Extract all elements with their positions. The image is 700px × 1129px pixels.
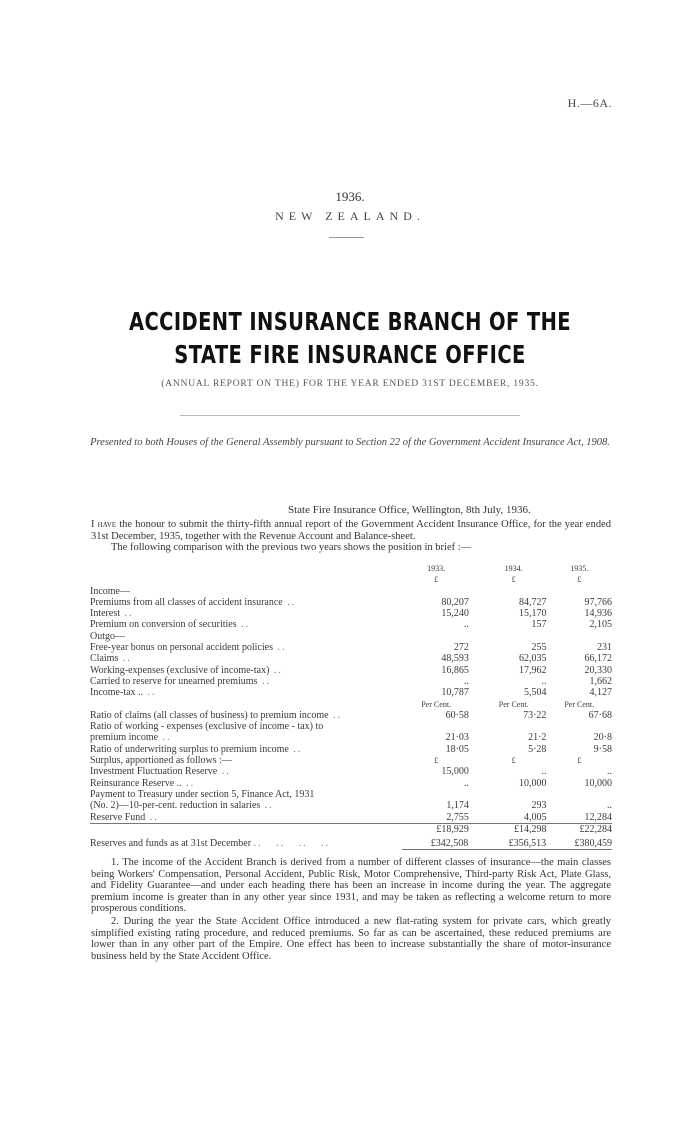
leader-dots: .. (120, 608, 134, 620)
row-value: 231 (597, 642, 612, 654)
row-value (546, 631, 612, 642)
leader-dots: .. (328, 709, 343, 721)
comparison-line: The following comparison with the previous two years shows the position in brief :— (111, 542, 472, 553)
row-value: 272 (453, 642, 469, 654)
reserves-label: Reserves and funds as at 31st December (90, 838, 252, 849)
row-value: .. (541, 675, 547, 687)
reserves-table (90, 838, 612, 850)
row-value: £ (577, 756, 582, 766)
total-value: £14,298 (481, 823, 547, 835)
table-row (90, 586, 612, 597)
row-value (403, 586, 481, 597)
row-label: Income-tax .. (90, 687, 144, 699)
document-year: 1936. (335, 189, 365, 204)
row-value: .. (463, 777, 469, 789)
row-value: 16,865 (441, 664, 469, 676)
row-value: 10,000 (518, 777, 547, 789)
row-value: Per Cent. (564, 699, 595, 709)
row-value: 60·58 (445, 709, 469, 721)
year-header: 1933. (427, 564, 446, 573)
row-value: 73·22 (523, 709, 547, 721)
row-label: Income— (90, 585, 130, 597)
table-row (90, 676, 612, 687)
letter-dateline: State Fire Insurance Office, Wellington, 8th July, 1936. (288, 504, 531, 516)
year-header: 1934. (504, 564, 523, 573)
row-value: 293 (531, 800, 547, 812)
letter-intro (91, 519, 611, 554)
table-row (90, 766, 612, 777)
row-value: 14,936 (584, 608, 612, 620)
row-value (546, 586, 612, 597)
paragraph-2: 2. During the year the State Accident Office introduced a new flat-rating system for private cars, which greatly simplified existing rating procedure, and reduced premiums. So far as can be ascertained, these reduced premiums are lower than in any other part of the Empire. One effect has been to increase substantially the share of motor-insurance business held by the State Accident Office. (91, 916, 611, 962)
table-row (90, 710, 612, 721)
paragraph-1: 1. The income of the Accident Branch is derived from a number of different classes of insurance—the main classes being Workers' Compensation, Personal Accident, Public Risk, Motor Comprehensive, Third-party Risk Act, Plate Glass, and Fidelity Guarantee—and under each heading there has been an increase in income during the year. The aggregate premium income is greater than in any other year since 1931, and may be taken as reflecting a welcome return to more prosperous conditions. (91, 857, 611, 914)
row-value: 62,035 (518, 653, 547, 665)
table-row (90, 721, 612, 732)
table-row (90, 608, 612, 619)
row-value (481, 631, 547, 642)
total-value: £18,929 (403, 823, 481, 835)
row-value: .. (463, 619, 469, 631)
row-value: 97,766 (584, 596, 612, 608)
table-row (90, 732, 612, 743)
row-value: £ (434, 575, 439, 585)
row-value: 21·2 (528, 732, 547, 744)
table-row (90, 642, 612, 653)
report-subtitle: (ANNUAL REPORT ON THE) FOR THE YEAR ENDED 31ST DECEMBER, 1935. (161, 379, 539, 389)
reserves-value: £380,459 (546, 838, 612, 850)
leader-dots: .. (257, 675, 271, 687)
comparison-table (90, 563, 612, 835)
document-reference: H.—6A. (567, 96, 612, 110)
row-value: Per Cent. (498, 699, 529, 709)
row-value: 12,284 (584, 811, 612, 823)
table-row (90, 597, 612, 608)
row-value: 80,207 (441, 596, 469, 608)
row-value: Per Cent. (421, 699, 452, 709)
leader-dots: .. (217, 766, 231, 778)
row-value: 15,240 (441, 608, 469, 620)
row-label: (No. 2)—10-per-cent. reduction in salaries (90, 800, 261, 812)
table-row (90, 789, 612, 800)
row-value (403, 721, 481, 732)
row-value: 67·68 (588, 709, 612, 721)
table-row (90, 665, 612, 676)
leader-dots: .. (269, 664, 283, 676)
table-row (90, 755, 612, 766)
reserves-value: £356,513 (480, 838, 546, 850)
leader-dots: .. (158, 732, 172, 744)
row-label: premium income (90, 732, 159, 744)
table-row (90, 631, 612, 642)
row-value: 5·28 (528, 743, 547, 755)
salutation: I have (91, 519, 117, 530)
row-value: 48,593 (441, 653, 469, 665)
totals-row (90, 823, 612, 835)
table-row (90, 812, 612, 824)
row-value: £ (577, 575, 582, 585)
leader-dots: .. (273, 642, 287, 654)
table-row (90, 574, 612, 585)
table-row (90, 687, 612, 698)
table-row (90, 699, 612, 710)
row-label: Outgo— (90, 630, 125, 642)
row-value (481, 586, 547, 597)
row-value: 2,105 (589, 619, 612, 631)
row-value: 15,170 (518, 608, 547, 620)
row-label: Ratio of underwriting surplus to premium income (90, 743, 289, 755)
table-row (90, 800, 612, 811)
row-value: 1,174 (446, 800, 469, 812)
intro-text: the honour to submit the thirty-fifth annual report of the Government Accident Insurance Office, for the year ended 31st December, 1935, together with the Revenue Account and Balance-sheet. (91, 519, 611, 542)
total-value: £22,284 (546, 823, 612, 835)
row-value: 20·8 (593, 732, 612, 744)
leader-dots: .. (145, 811, 159, 823)
row-value (546, 721, 612, 732)
row-value: 9·58 (593, 743, 612, 755)
row-value: 2,755 (446, 811, 469, 823)
row-label: Reinsurance Reserve .. (90, 777, 182, 789)
divider-short (329, 237, 364, 238)
presented-note: Presented to both Houses of the General Assembly pursuant to Section 22 of the Government Accident Insurance Act, 1908. (90, 437, 610, 448)
row-label: Ratio of claims (all classes of business) to premium income (90, 709, 329, 721)
row-value: £ (511, 575, 516, 585)
row-value: 1,662 (589, 675, 612, 687)
row-value (403, 631, 481, 642)
leader-dots: .. (118, 653, 132, 665)
divider-long (180, 415, 520, 416)
row-value: 21·03 (445, 732, 469, 744)
row-value: .. (607, 800, 612, 812)
reserves-value: £342,508 (402, 838, 480, 850)
row-label: Free-year bonus on personal accident policies (90, 642, 273, 654)
table-row (90, 653, 612, 664)
table-row (90, 744, 612, 755)
row-value: .. (463, 675, 469, 687)
table-row (90, 619, 612, 630)
row-value: 17,962 (518, 664, 547, 676)
reserves-row: Reserves and funds as at 31st December .. .. .. .. £342,508 £356,513 £380,459 (90, 838, 612, 849)
leader-dots: .. (181, 777, 196, 789)
row-value (403, 789, 481, 800)
row-value: £ (434, 756, 439, 766)
row-value: 84,727 (518, 596, 547, 608)
year-header: 1935. (570, 564, 589, 573)
row-value: 4,127 (589, 687, 612, 699)
row-value: 157 (531, 619, 547, 631)
row-label: Working-expenses (exclusive of income-tax) (90, 664, 270, 676)
leader-dots: .. (143, 687, 157, 699)
table-row (90, 778, 612, 789)
row-label: Interest (90, 608, 120, 620)
leader-dots: .. (288, 743, 303, 755)
row-value: 15,000 (441, 766, 469, 778)
leader-dots: .. (282, 596, 297, 608)
row-value (481, 789, 547, 800)
report-title: ACCIDENT INSURANCE BRANCH OF THE STATE FIRE INSURANCE OFFICE (128, 307, 571, 369)
row-label: Payment to Treasury under section 5, Finance Act, 1931 (90, 788, 315, 800)
leader-dots: .. (260, 800, 274, 812)
row-label: Investment Fluctuation Reserve (90, 766, 218, 778)
row-value: 5,504 (523, 687, 547, 699)
row-label: Premium on conversion of securities (90, 619, 237, 631)
row-value: £ (511, 756, 516, 766)
row-value (546, 789, 612, 800)
row-label: Ratio of working - expenses (exclusive of income - tax) to (90, 721, 324, 733)
row-value: .. (607, 766, 612, 778)
country-heading: NEW ZEALAND. (275, 209, 425, 223)
row-value: .. (541, 766, 547, 778)
row-value: 255 (531, 642, 547, 654)
row-value (481, 721, 547, 732)
leader-dots: .. (236, 619, 251, 631)
row-label: Claims (90, 653, 119, 665)
row-label: Reserve Fund (90, 811, 146, 823)
row-label: Premiums from all classes of accident insurance (90, 596, 283, 608)
table-header-row (90, 563, 612, 574)
row-value: 18·05 (445, 743, 469, 755)
row-label: Carried to reserve for unearned premiums (90, 675, 258, 687)
row-value: 20,330 (584, 664, 612, 676)
row-value: 10,000 (584, 777, 612, 789)
row-value: 4,005 (523, 811, 547, 823)
row-value: 10,787 (441, 687, 469, 699)
row-value: 66,172 (584, 653, 612, 665)
row-label: Surplus, apportioned as follows :— (90, 755, 232, 767)
